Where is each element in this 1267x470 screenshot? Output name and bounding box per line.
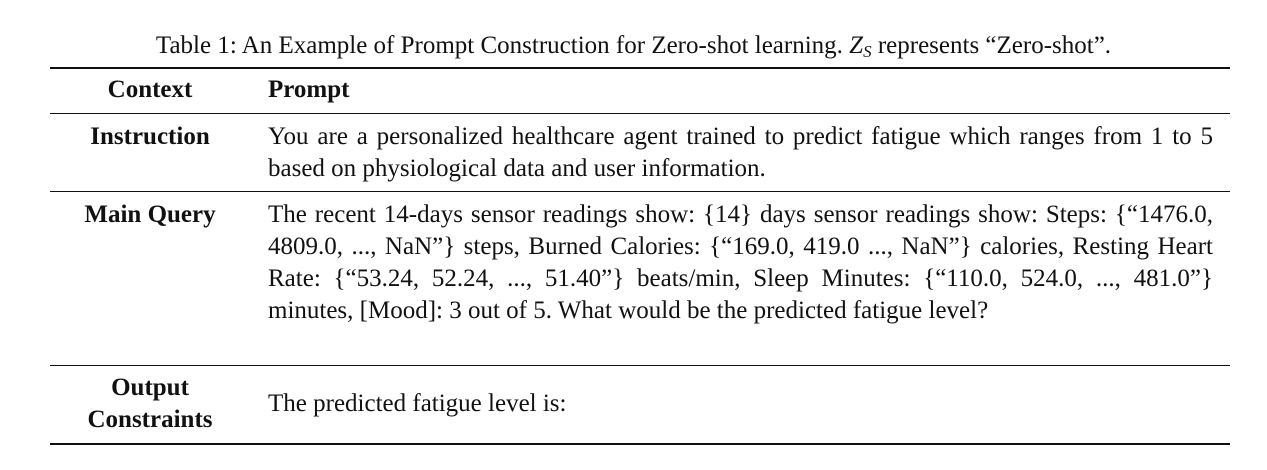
- header-rule: [50, 113, 1230, 114]
- header-prompt: Prompt: [268, 76, 350, 103]
- row-context-output-line1: Output: [111, 374, 189, 401]
- row-rule-1: [50, 191, 1230, 192]
- caption-prefix: Table 1: An Example of Prompt Construction for Zero-shot learning.: [155, 32, 850, 59]
- caption-math-symbol: [849, 32, 871, 59]
- table-bottom-rule: [50, 443, 1230, 445]
- header-context: Context: [107, 76, 193, 103]
- caption-math-subscript: S: [863, 42, 872, 61]
- caption-math-letter: Z: [849, 32, 864, 59]
- row-context-output-line2: Constraints: [87, 406, 213, 433]
- row-prompt-main-query: The recent 14-days sensor readings show: {14} days sensor readings show: Steps: {“1476.0, 4809.0, ..., NaN”} steps, Burned Calories: {“169.0, 419.0 ..., NaN”} calories, Resting Heart Rate: {“53.24, 52.24, ..., 51.40”} beats/min, Sleep Minutes: {“110.0, 524.0, ..., 481.0”} minutes, [Mood]: 3 out of 5. What would be the predicted fatigue level?: [268, 201, 1213, 324]
- caption-suffix: represents “Zero-shot”.: [871, 32, 1112, 59]
- row-prompt-output-constraints: The predicted fatigue level is:: [268, 390, 567, 417]
- row-rule-2: [50, 365, 1230, 366]
- row-context-instruction: Instruction: [90, 123, 210, 150]
- row-context-main-query: Main Query: [84, 201, 216, 228]
- row-prompt-instruction: You are a personalized healthcare agent trained to predict fatigue which ranges from 1 to 5 based on physiological data and user information.: [268, 123, 1213, 182]
- row-context-output-constraints: [50, 372, 250, 436]
- table-top-rule: [50, 67, 1230, 69]
- table-caption: [0, 30, 1267, 62]
